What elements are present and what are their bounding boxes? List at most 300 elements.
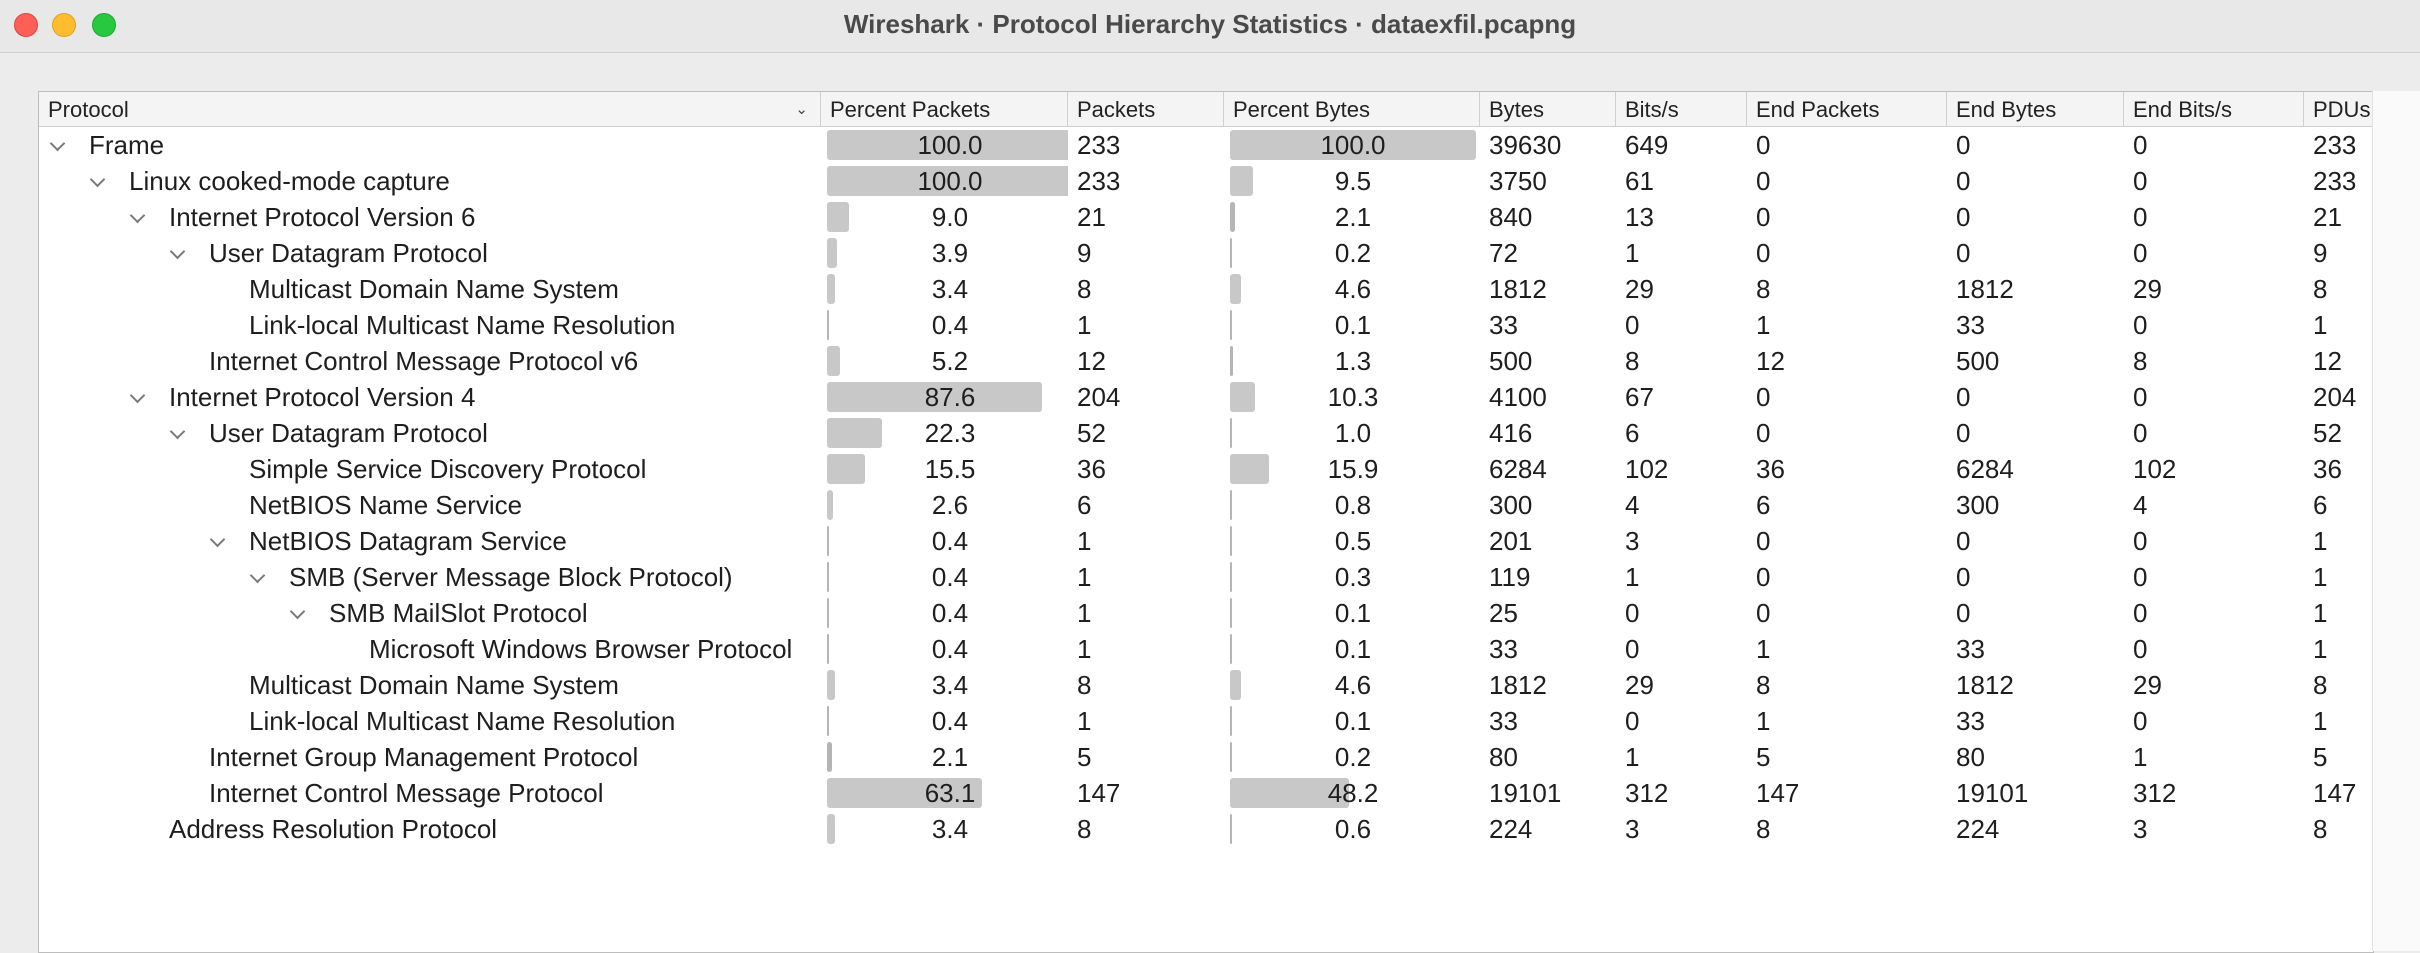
- protocol-cell: [39, 523, 821, 559]
- end-bytes-cell: 1812: [1956, 274, 2014, 304]
- end-bits-per-second-cell: 0: [2133, 310, 2148, 340]
- end-packets-cell: 6: [1756, 490, 1771, 520]
- pdus-cell: 204: [2313, 382, 2357, 412]
- end-packets-cell: 0: [1756, 418, 1771, 448]
- pdus-cell: 52: [2313, 418, 2342, 448]
- packets-cell: 5: [1077, 742, 1092, 772]
- bits-per-second-cell: 61: [1625, 166, 1654, 196]
- protocol-name: Link-local Multicast Name Resolution: [249, 706, 676, 736]
- percent-value: 0.4: [931, 562, 969, 592]
- bytes-cell: 500: [1489, 346, 1533, 376]
- packets-cell: 233: [1077, 130, 1121, 160]
- end-packets-cell: 0: [1756, 130, 1771, 160]
- end-bytes-cell: 0: [1956, 238, 1971, 268]
- percent-value: 1.3: [1334, 346, 1372, 376]
- end-bits-per-second-cell: 0: [2133, 562, 2148, 592]
- percent-packets-cell: [821, 415, 1068, 451]
- table-row[interactable]: [39, 199, 2373, 235]
- bytes-cell: 33: [1489, 706, 1518, 736]
- end-bits-per-second-cell: 102: [2133, 454, 2177, 484]
- percent-bytes-cell: [1224, 379, 1480, 415]
- sort-chevron-icon[interactable]: ⌄: [795, 101, 808, 118]
- bits-per-second-cell: 29: [1625, 274, 1654, 304]
- protocol-cell: [39, 487, 821, 523]
- end-bits-per-second-cell: 0: [2133, 706, 2148, 736]
- pdus-cell: 1: [2313, 562, 2328, 592]
- packets-cell: 233: [1077, 166, 1121, 196]
- end-bytes-cell: 0: [1956, 598, 1971, 628]
- end-bytes-cell: 0: [1956, 130, 1971, 160]
- pdus-cell: 1: [2313, 706, 2328, 736]
- packets-cell: 52: [1077, 418, 1106, 448]
- window-title: Wireshark · Protocol Hierarchy Statistics · dataexfil.pcapng: [843, 9, 1577, 39]
- percent-value: 0.4: [931, 706, 969, 736]
- end-bits-per-second-cell: 3: [2133, 814, 2148, 844]
- end-packets-cell: 0: [1756, 598, 1771, 628]
- pdus-cell: 8: [2313, 670, 2328, 700]
- bytes-cell: 19101: [1489, 778, 1562, 808]
- column-header-bits-per-second[interactable]: [1616, 92, 1747, 126]
- column-header-end-bits-per-second[interactable]: [2124, 92, 2304, 126]
- pdus-cell: 1: [2313, 634, 2328, 664]
- percent-bytes-cell: [1224, 199, 1480, 235]
- bytes-cell: 39630: [1489, 130, 1562, 160]
- table-row[interactable]: [39, 703, 2373, 739]
- expand-chevron-icon[interactable]: [210, 532, 226, 548]
- percent-value: 100.0: [917, 130, 983, 160]
- pdus-cell: 12: [2313, 346, 2342, 376]
- percent-value: 100.0: [917, 166, 983, 196]
- table-row[interactable]: [39, 667, 2373, 703]
- end-bytes-cell: 0: [1956, 562, 1971, 592]
- packets-cell: 36: [1077, 454, 1106, 484]
- end-packets-cell: 0: [1756, 382, 1771, 412]
- column-header-end-bytes[interactable]: [1947, 92, 2124, 126]
- table-row[interactable]: [39, 235, 2373, 271]
- percent-packets-cell: [821, 811, 1068, 847]
- end-bytes-cell: 33: [1956, 310, 1985, 340]
- bits-per-second-cell: 8: [1625, 346, 1640, 376]
- end-bytes-cell: 19101: [1956, 778, 2029, 808]
- end-bits-per-second-cell: 0: [2133, 130, 2148, 160]
- end-packets-cell: 147: [1756, 778, 1800, 808]
- bytes-cell: 4100: [1489, 382, 1547, 412]
- protocol-cell: [39, 379, 821, 415]
- percent-packets-cell: [821, 631, 1068, 667]
- percent-value: 0.2: [1334, 742, 1372, 772]
- percent-value: 9.5: [1334, 166, 1372, 196]
- percent-bytes-cell: [1224, 775, 1480, 811]
- column-header-end-packets[interactable]: [1747, 92, 1947, 126]
- column-header-label: End Bytes: [1956, 97, 2057, 122]
- percent-bytes-cell: [1224, 487, 1480, 523]
- table-row[interactable]: [39, 343, 2373, 379]
- packets-cell: 1: [1077, 310, 1092, 340]
- end-bytes-cell: 80: [1956, 742, 1985, 772]
- percent-bytes-cell: [1224, 631, 1480, 667]
- percent-bytes-cell: [1224, 307, 1480, 343]
- percent-value: 0.1: [1334, 634, 1372, 664]
- title-bar: [0, 0, 2420, 53]
- end-bits-per-second-cell: 0: [2133, 238, 2148, 268]
- protocol-cell: [39, 667, 821, 703]
- bits-per-second-cell: 649: [1625, 130, 1669, 160]
- percent-bytes-cell: [1224, 523, 1480, 559]
- end-bytes-cell: 1812: [1956, 670, 2014, 700]
- expand-chevron-icon[interactable]: [130, 388, 146, 404]
- percent-packets-cell: [821, 487, 1068, 523]
- column-header-label: Packets: [1077, 97, 1156, 122]
- percent-value: 10.3: [1327, 382, 1379, 412]
- percent-value: 15.9: [1327, 454, 1379, 484]
- protocol-cell: [39, 739, 821, 775]
- percent-value: 9.0: [931, 202, 969, 232]
- percent-packets-cell: [821, 199, 1068, 235]
- end-packets-cell: 0: [1756, 526, 1771, 556]
- pdus-cell: 21: [2313, 202, 2342, 232]
- end-bytes-cell: 300: [1956, 490, 2000, 520]
- percent-bytes-cell: [1224, 127, 1480, 163]
- column-header-label: Percent Packets: [830, 97, 991, 122]
- pdus-cell: 1: [2313, 526, 2328, 556]
- percent-packets-cell: [821, 667, 1068, 703]
- protocol-hierarchy-table[interactable]: [38, 91, 2374, 953]
- pdus-cell: 6: [2313, 490, 2328, 520]
- column-header-label: Bits/s: [1625, 97, 1679, 122]
- protocol-name: NetBIOS Name Service: [249, 490, 523, 520]
- end-packets-cell: 8: [1756, 274, 1771, 304]
- packets-cell: 12: [1077, 346, 1106, 376]
- column-header-percent-bytes[interactable]: [1224, 92, 1480, 126]
- protocol-cell: [39, 811, 821, 847]
- bits-per-second-cell: 102: [1625, 454, 1669, 484]
- pdus-cell: 36: [2313, 454, 2342, 484]
- end-packets-cell: 1: [1756, 706, 1771, 736]
- percent-value: 100.0: [1320, 130, 1386, 160]
- protocol-cell: [39, 127, 821, 163]
- percent-bytes-cell: [1224, 703, 1480, 739]
- bits-per-second-cell: 29: [1625, 670, 1654, 700]
- percent-value: 1.0: [1334, 418, 1372, 448]
- end-bits-per-second-cell: 312: [2133, 778, 2177, 808]
- packets-cell: 1: [1077, 526, 1092, 556]
- protocol-name: Multicast Domain Name System: [249, 670, 619, 700]
- bytes-cell: 80: [1489, 742, 1518, 772]
- percent-bytes-cell: [1224, 595, 1480, 631]
- end-packets-cell: 8: [1756, 670, 1771, 700]
- expand-chevron-icon[interactable]: [130, 208, 146, 224]
- bytes-cell: 1812: [1489, 274, 1547, 304]
- bytes-cell: 201: [1489, 526, 1533, 556]
- percent-value: 3.9: [931, 238, 969, 268]
- end-bytes-cell: 0: [1956, 202, 1971, 232]
- protocol-cell: [39, 199, 821, 235]
- percent-bytes-cell: [1224, 451, 1480, 487]
- column-header-label: Protocol: [48, 97, 129, 122]
- bits-per-second-cell: 312: [1625, 778, 1669, 808]
- protocol-name: Link-local Multicast Name Resolution: [249, 310, 676, 340]
- expand-chevron-icon[interactable]: [290, 604, 306, 620]
- percent-value: 0.1: [1334, 706, 1372, 736]
- pdus-cell: 1: [2313, 598, 2328, 628]
- end-bytes-cell: 6284: [1956, 454, 2014, 484]
- table-row[interactable]: [39, 307, 2373, 343]
- protocol-cell: [39, 415, 821, 451]
- protocol-name: User Datagram Protocol: [209, 418, 488, 448]
- percent-packets-cell: [821, 775, 1068, 811]
- bytes-cell: 3750: [1489, 166, 1547, 196]
- percent-value: 15.5: [924, 454, 976, 484]
- bits-per-second-cell: 3: [1625, 814, 1640, 844]
- protocol-name: NetBIOS Datagram Service: [249, 526, 567, 556]
- expand-chevron-icon[interactable]: [170, 424, 186, 440]
- protocol-cell: [39, 775, 821, 811]
- table-row[interactable]: [39, 487, 2373, 523]
- packets-cell: 147: [1077, 778, 1121, 808]
- bits-per-second-cell: 1: [1625, 742, 1640, 772]
- bytes-cell: 224: [1489, 814, 1533, 844]
- bits-per-second-cell: 1: [1625, 238, 1640, 268]
- bytes-cell: 119: [1489, 562, 1531, 592]
- percent-bytes-cell: [1224, 235, 1480, 271]
- percent-packets-cell: [821, 271, 1068, 307]
- protocol-cell: [39, 271, 821, 307]
- protocol-cell: [39, 631, 821, 667]
- table-row[interactable]: [39, 811, 2373, 847]
- end-bits-per-second-cell: 0: [2133, 382, 2148, 412]
- protocol-cell: [39, 595, 821, 631]
- end-bits-per-second-cell: 0: [2133, 166, 2148, 196]
- percent-packets-cell: [821, 127, 1068, 163]
- bytes-cell: 300: [1489, 490, 1533, 520]
- table-body: [39, 127, 2373, 847]
- end-bits-per-second-cell: 0: [2133, 526, 2148, 556]
- pdus-cell: 147: [2313, 778, 2357, 808]
- protocol-name: Frame: [89, 130, 165, 160]
- percent-value: 2.1: [1334, 202, 1372, 232]
- table-row[interactable]: [39, 595, 2373, 631]
- percent-bytes-cell: [1224, 811, 1480, 847]
- column-header-bytes[interactable]: [1480, 92, 1616, 126]
- bits-per-second-cell: 6: [1625, 418, 1640, 448]
- percent-value: 0.3: [1334, 562, 1372, 592]
- packets-cell: 8: [1077, 274, 1092, 304]
- end-bytes-cell: 33: [1956, 706, 1985, 736]
- end-packets-cell: 36: [1756, 454, 1785, 484]
- pdus-cell: 8: [2313, 814, 2328, 844]
- end-bytes-cell: 500: [1956, 346, 2000, 376]
- pdus-cell: 5: [2313, 742, 2328, 772]
- percent-packets-cell: [821, 379, 1068, 415]
- percent-value: 0.4: [931, 634, 969, 664]
- column-header-label: PDUs: [2313, 97, 2371, 122]
- table-row[interactable]: [39, 379, 2373, 415]
- bits-per-second-cell: 0: [1625, 706, 1640, 736]
- protocol-cell: [39, 451, 821, 487]
- end-packets-cell: 1: [1756, 634, 1771, 664]
- percent-value: 2.6: [931, 490, 969, 520]
- packets-cell: 1: [1077, 598, 1092, 628]
- packets-cell: 1: [1077, 706, 1092, 736]
- end-bits-per-second-cell: 1: [2133, 742, 2148, 772]
- table-row[interactable]: [39, 559, 2373, 595]
- end-packets-cell: 0: [1756, 238, 1771, 268]
- percent-value: 0.1: [1334, 310, 1372, 340]
- protocol-cell: [39, 235, 821, 271]
- packets-cell: 6: [1077, 490, 1092, 520]
- protocol-name: Microsoft Windows Browser Protocol: [369, 634, 793, 664]
- protocol-cell: [39, 163, 821, 199]
- protocol-name: Internet Control Message Protocol v6: [209, 346, 639, 376]
- end-bits-per-second-cell: 0: [2133, 598, 2148, 628]
- protocol-name: Multicast Domain Name System: [249, 274, 619, 304]
- table-row[interactable]: [39, 451, 2373, 487]
- end-bytes-cell: 0: [1956, 382, 1971, 412]
- percent-packets-cell: [821, 739, 1068, 775]
- percent-value: 2.1: [931, 742, 969, 772]
- pdus-cell: 233: [2313, 166, 2357, 196]
- percent-packets-cell: [821, 235, 1068, 271]
- bits-per-second-cell: 0: [1625, 310, 1640, 340]
- end-bits-per-second-cell: 8: [2133, 346, 2148, 376]
- bytes-cell: 416: [1489, 418, 1533, 448]
- table-row[interactable]: [39, 523, 2373, 559]
- percent-packets-cell: [821, 595, 1068, 631]
- bytes-cell: 33: [1489, 634, 1518, 664]
- percent-value: 4.6: [1334, 274, 1372, 304]
- packets-cell: 9: [1077, 238, 1092, 268]
- percent-bytes-cell: [1224, 163, 1480, 199]
- percent-value: 0.4: [931, 598, 969, 628]
- bits-per-second-cell: 0: [1625, 598, 1640, 628]
- percent-packets-cell: [821, 307, 1068, 343]
- bytes-cell: 6284: [1489, 454, 1547, 484]
- bits-per-second-cell: 4: [1625, 490, 1640, 520]
- column-header-packets[interactable]: [1068, 92, 1224, 126]
- bytes-cell: 33: [1489, 310, 1518, 340]
- table-row[interactable]: [39, 739, 2373, 775]
- table-row[interactable]: [39, 775, 2373, 811]
- packets-cell: 8: [1077, 814, 1092, 844]
- end-packets-cell: 0: [1756, 202, 1771, 232]
- percent-bytes-cell: [1224, 667, 1480, 703]
- percent-value: 3.4: [931, 814, 969, 844]
- end-bytes-cell: 224: [1956, 814, 2000, 844]
- bits-per-second-cell: 3: [1625, 526, 1640, 556]
- protocol-name: SMB (Server Message Block Protocol): [289, 562, 733, 592]
- percent-value: 3.4: [931, 670, 969, 700]
- column-header-label: Bytes: [1489, 97, 1545, 122]
- protocol-name: Address Resolution Protocol: [169, 814, 498, 844]
- pdus-cell: 233: [2313, 130, 2357, 160]
- percent-bytes-cell: [1224, 271, 1480, 307]
- column-header-label: End Bits/s: [2133, 97, 2233, 122]
- percent-packets-cell: [821, 523, 1068, 559]
- end-bits-per-second-cell: 4: [2133, 490, 2148, 520]
- table-row[interactable]: [39, 415, 2373, 451]
- percent-value: 63.1: [924, 778, 976, 808]
- end-bits-per-second-cell: 0: [2133, 418, 2148, 448]
- protocol-cell: [39, 343, 821, 379]
- end-bits-per-second-cell: 0: [2133, 634, 2148, 664]
- column-header-protocol[interactable]: [39, 92, 821, 126]
- bits-per-second-cell: 13: [1625, 202, 1654, 232]
- expand-chevron-icon[interactable]: [90, 172, 106, 188]
- protocol-cell: [39, 559, 821, 595]
- protocol-name: Internet Group Management Protocol: [209, 742, 639, 772]
- end-bytes-cell: 33: [1956, 634, 1985, 664]
- pdus-cell: 9: [2313, 238, 2328, 268]
- end-bytes-cell: 0: [1956, 526, 1971, 556]
- end-bits-per-second-cell: 29: [2133, 274, 2162, 304]
- end-packets-cell: 1: [1756, 310, 1771, 340]
- protocol-name: SMB MailSlot Protocol: [329, 598, 588, 628]
- column-header-pdus[interactable]: [2304, 92, 2373, 126]
- expand-chevron-icon[interactable]: [170, 244, 186, 260]
- percent-bytes-cell: [1224, 559, 1480, 595]
- percent-value: 5.2: [931, 346, 969, 376]
- table-header: [39, 92, 2373, 127]
- percent-packets-cell: [821, 703, 1068, 739]
- protocol-cell: [39, 307, 821, 343]
- percent-value: 0.4: [931, 310, 969, 340]
- table-row[interactable]: [39, 163, 2373, 199]
- bits-per-second-cell: 0: [1625, 634, 1640, 664]
- table-row[interactable]: [39, 127, 2373, 163]
- protocol-name: Internet Protocol Version 4: [169, 382, 476, 412]
- protocol-name: Simple Service Discovery Protocol: [249, 454, 647, 484]
- percent-packets-cell: [821, 163, 1068, 199]
- expand-chevron-icon[interactable]: [250, 568, 266, 584]
- column-header-label: End Packets: [1756, 97, 1880, 122]
- bytes-cell: 840: [1489, 202, 1533, 232]
- end-packets-cell: 0: [1756, 166, 1771, 196]
- protocol-cell: [39, 703, 821, 739]
- percent-bytes-cell: [1224, 739, 1480, 775]
- expand-chevron-icon[interactable]: [50, 136, 66, 152]
- protocol-name: Internet Protocol Version 6: [169, 202, 476, 232]
- percent-packets-cell: [821, 451, 1068, 487]
- bytes-cell: 25: [1489, 598, 1518, 628]
- percent-packets-cell: [821, 343, 1068, 379]
- percent-value: 0.8: [1334, 490, 1372, 520]
- scroll-gutter: [2372, 91, 2420, 951]
- protocol-name: Internet Control Message Protocol: [209, 778, 604, 808]
- protocol-name: User Datagram Protocol: [209, 238, 488, 268]
- percent-value: 0.4: [931, 526, 969, 556]
- percent-value: 0.1: [1334, 598, 1372, 628]
- bytes-cell: 1812: [1489, 670, 1547, 700]
- percent-bytes-cell: [1224, 415, 1480, 451]
- packets-cell: 8: [1077, 670, 1092, 700]
- pdus-cell: 8: [2313, 274, 2328, 304]
- end-packets-cell: 0: [1756, 562, 1771, 592]
- bits-per-second-cell: 1: [1625, 562, 1640, 592]
- percent-value: 22.3: [924, 418, 976, 448]
- packets-cell: 204: [1077, 382, 1121, 412]
- packets-cell: 1: [1077, 634, 1092, 664]
- percent-value: 87.6: [924, 382, 976, 412]
- column-header-label: Percent Bytes: [1233, 97, 1370, 122]
- protocol-name: Linux cooked-mode capture: [129, 166, 450, 196]
- table-row[interactable]: [39, 271, 2373, 307]
- percent-bytes-cell: [1224, 343, 1480, 379]
- table-row[interactable]: [39, 631, 2373, 667]
- packets-cell: 21: [1077, 202, 1106, 232]
- column-header-percent-packets[interactable]: [821, 92, 1068, 126]
- percent-value: 0.2: [1334, 238, 1372, 268]
- end-packets-cell: 8: [1756, 814, 1771, 844]
